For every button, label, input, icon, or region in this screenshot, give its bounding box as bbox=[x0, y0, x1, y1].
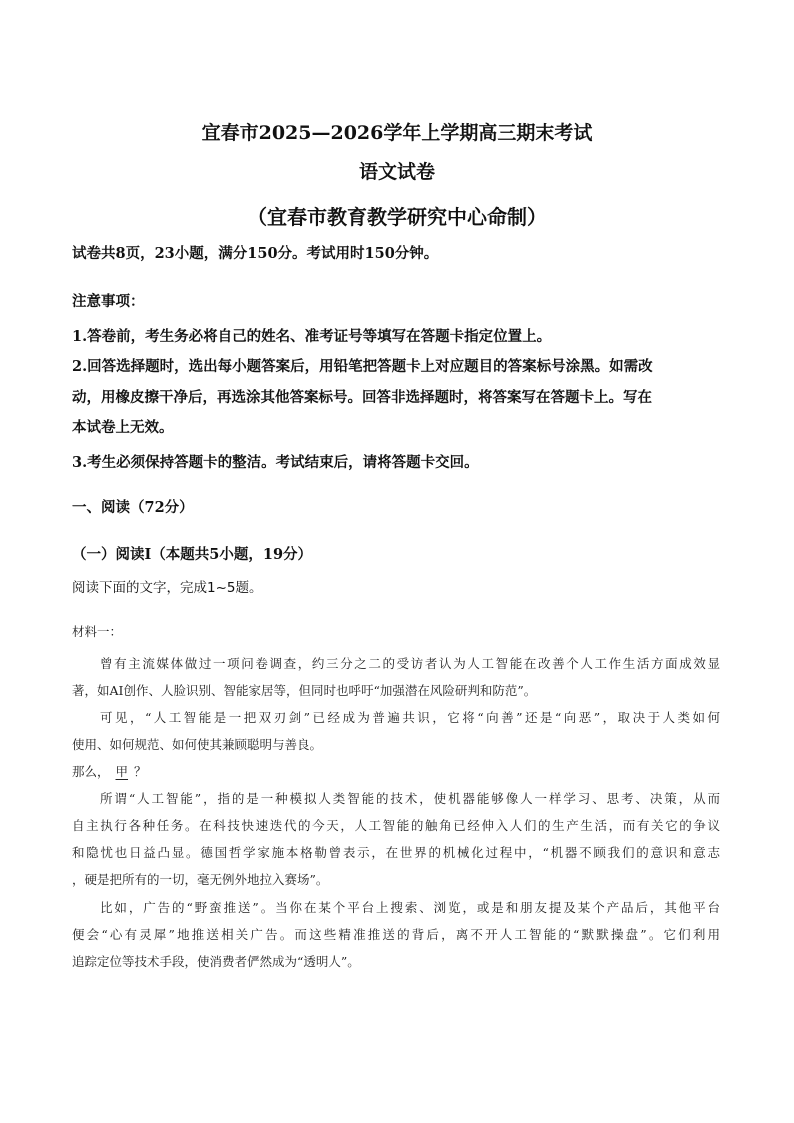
material-line: 追踪定位等技术手段，使消费者俨然成为“透明人”。 bbox=[72, 954, 360, 969]
blank-suffix: ？ bbox=[134, 764, 147, 779]
note-line: 本试卷上无效。 bbox=[72, 419, 174, 436]
note-line: 动，用橡皮擦干净后，再选涂其他答案标号。回答非选择题时，将答案写在答题卡上。写在 bbox=[72, 389, 652, 406]
note-line: 2.回答选择题时，选出每小题答案后，用铅笔把答题卡上对应题目的答案标号涂黑。如需改 bbox=[72, 358, 653, 375]
material-line: 使用、如何规范、如何使其兼顾聪明与善良。 bbox=[72, 737, 323, 752]
note-line: 3.考生必须保持答题卡的整洁。考试结束后，请将答题卡交回。 bbox=[72, 454, 479, 471]
exam-summary: 试卷共8页，23小题，满分150分。考试用时150分钟。 bbox=[72, 245, 439, 262]
material-label: 材料一： bbox=[72, 624, 123, 639]
blank-prefix: 那么， bbox=[72, 764, 110, 779]
material-line: ，硬是把所有的一切，毫无例外地拉入赛场”。 bbox=[72, 872, 329, 887]
note-line: 1.答卷前，考生务必将自己的姓名、准考证号等填写在答题卡指定位置上。 bbox=[72, 328, 552, 345]
notes-heading: 注意事项： bbox=[72, 293, 145, 310]
material-line: 曾有主流媒体做过一项问卷调查，约三分之二的受访者认为人工智能在改善个人工作生活方面成效显 bbox=[100, 656, 720, 671]
exam-subtitle: 语文试卷 bbox=[358, 161, 435, 183]
material-line: 便会“心有灵犀”地推送相关广告。而这些精准推送的背后，离不开人工智能的“默默操盘”。它们利用 bbox=[72, 927, 720, 942]
material-line: 比如，广告的“野蛮推送”。当你在某个平台上搜索、浏览，或是和朋友提及某个产品后，其他平台 bbox=[100, 900, 720, 915]
exam-title: 宜春市2025—2026学年上学期高三期末考试 bbox=[201, 122, 593, 144]
section-subheading: （一）阅读Ⅰ（本题共5小题，19分） bbox=[72, 546, 313, 563]
material-line: 著，如AI创作、人脸识别、智能家居等，但同时也呼吁“加强潜在风险研判和防范”。 bbox=[72, 683, 537, 698]
material-line: 和隐忧也日益凸显。德国哲学家施本格勒曾表示，在世界的机械化过程中，“机器不顾我们的意识和意志 bbox=[72, 845, 720, 860]
section-instruction: 阅读下面的文字，完成1~5题。 bbox=[72, 580, 263, 596]
exam-issuer: （宜春市教育教学研究中心命制） bbox=[247, 205, 547, 229]
section-heading: 一、阅读（72分） bbox=[72, 499, 194, 516]
question-blank-line bbox=[72, 762, 147, 780]
material-line: 可见，“人工智能是一把双刃剑”已经成为普遍共识，它将“向善”还是“向恶”，取决于人类如何 bbox=[100, 710, 720, 725]
material-line: 所谓“人工智能”，指的是一种模拟人类智能的技术，使机器能够像人一样学习、思考、决策，从而 bbox=[100, 791, 720, 806]
material-line: 自主执行各种任务。在科技快速迭代的今天，人工智能的触角已经伸入人们的生产生活，而有关它的争议 bbox=[72, 818, 720, 833]
blank-jia: 甲 bbox=[115, 764, 129, 779]
